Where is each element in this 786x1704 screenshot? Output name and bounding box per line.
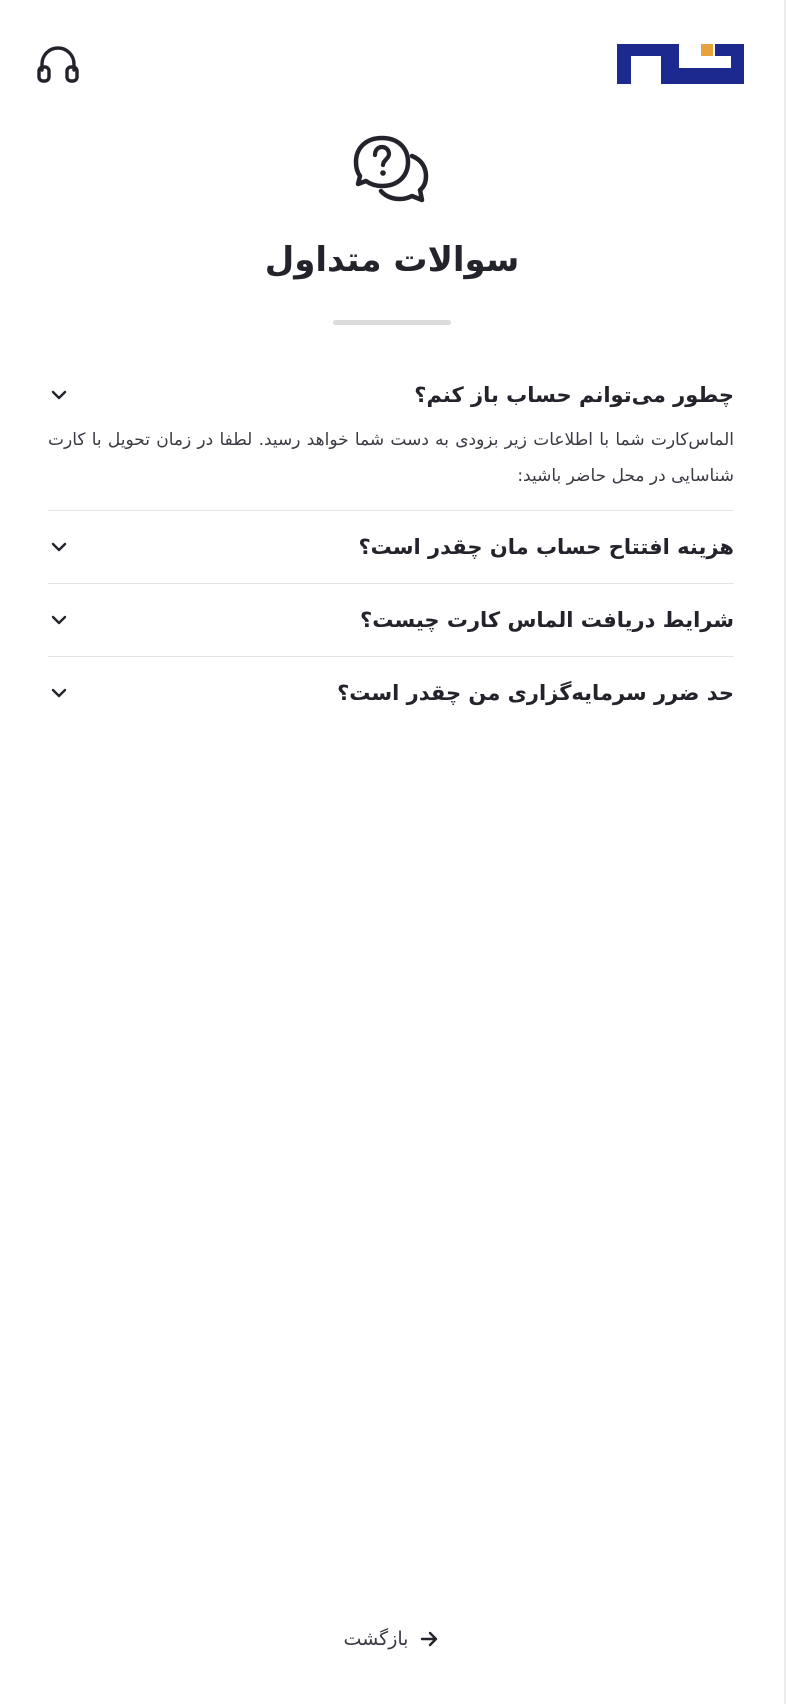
faq-list [48, 360, 734, 729]
brand-logo-icon[interactable] [615, 38, 746, 88]
back-button-label: بازگشت [343, 1628, 409, 1650]
faq-question: هزینه افتتاح حساب مان چقدر است؟ [358, 535, 734, 559]
faq-answer: الماس‌کارت شما با اطلاعات زیر بزودی به دست شما خواهد رسید. لطفا در زمان تحویل با کارت شناسایی در محل حاضر باشید: [48, 430, 734, 486]
faq-question: چطور می‌توانم حساب باز کنم؟ [414, 383, 734, 407]
chevron-down-icon[interactable] [48, 682, 70, 704]
page-title: سوالات متداول [264, 240, 520, 280]
top-bar [0, 0, 784, 120]
faq-question-row[interactable] [48, 360, 734, 430]
chevron-down-icon[interactable] [48, 536, 70, 558]
title-divider [333, 320, 451, 325]
faq-question-row[interactable] [48, 584, 734, 656]
faq-question: شرایط دریافت الماس کارت چیست؟ [360, 608, 734, 632]
chat-question-icon [352, 132, 432, 212]
back-button[interactable] [0, 1628, 784, 1650]
faq-question-row[interactable] [48, 511, 734, 583]
faq-item [48, 511, 734, 584]
page-hero [0, 132, 784, 325]
faq-item [48, 360, 734, 511]
faq-question-row[interactable] [48, 657, 734, 729]
headset-icon[interactable] [36, 44, 80, 84]
chevron-down-icon[interactable] [48, 609, 70, 631]
faq-item [48, 584, 734, 657]
faq-item [48, 657, 734, 729]
faq-question: حد ضرر سرمایه‌گزاری من چقدر است؟ [337, 681, 734, 705]
arrow-right-icon [418, 1628, 440, 1650]
chevron-down-icon[interactable] [48, 384, 70, 406]
